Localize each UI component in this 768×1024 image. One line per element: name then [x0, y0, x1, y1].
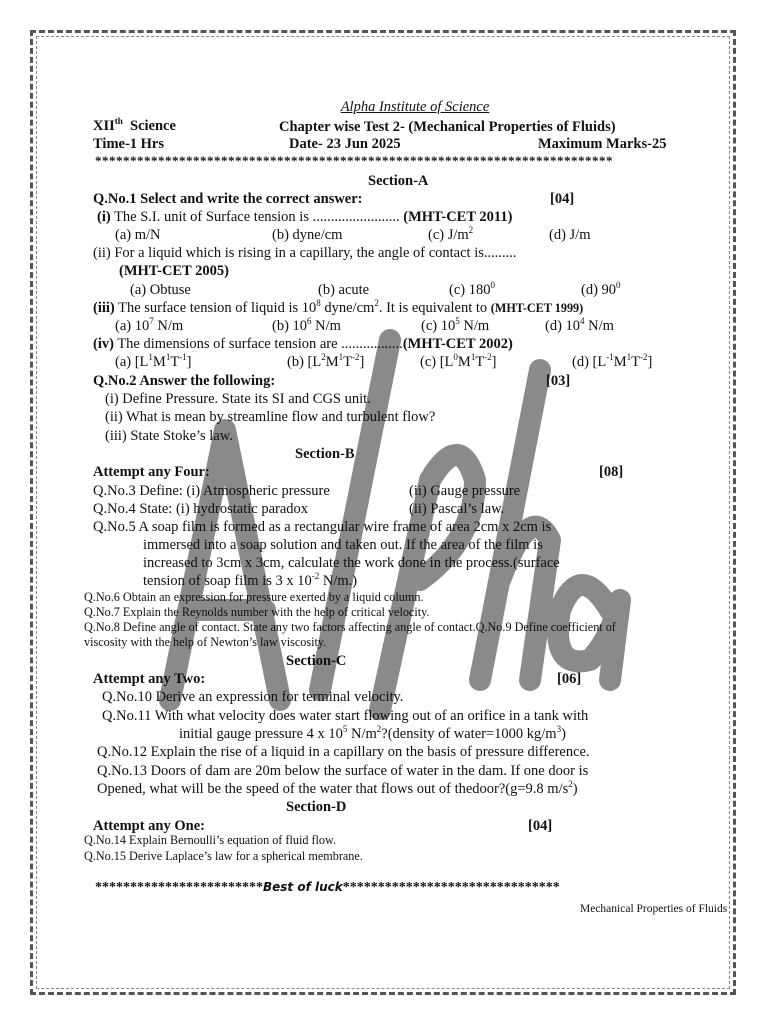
time-allowed: Time-1 Hrs	[93, 136, 165, 152]
q13-continued: Opened, what will be the speed of the water that flows out of thedoor?(g=9.8 $m/s^2$)	[97, 779, 578, 797]
q1-i-option-a: (a) m/N	[115, 227, 161, 243]
q5-line: immersed into a soap solution and taken out. If the area of the film is	[143, 537, 543, 553]
q12: Q.No.12 Explain the rise of a liquid in a capillary on the basis of pressure difference.	[97, 744, 590, 760]
q10: Q.No.10 Derive an expression for terminal velocity.	[102, 689, 404, 705]
chapter-footer: Mechanical Properties of Fluids	[580, 903, 728, 915]
q6: Q.No.6 Obtain an expression for pressure exerted by a liquid column.	[84, 590, 424, 604]
q7: Q.No.7 Explain the Reynolds number with the help of critical velocity.	[84, 605, 430, 619]
best-of-luck-line: ************************Best of luck*******************************	[95, 880, 560, 895]
q2-marks: [03]	[546, 373, 571, 389]
header-divider: **************************************************************************	[95, 153, 613, 168]
institute-name: Alpha Institute of Science	[340, 99, 490, 115]
q5-line: Q.No.5 A soap film is formed as a rectangular wire frame of area 2cm x 2cm is	[93, 519, 552, 535]
q11-continued: initial gauge pressure 4 x $10^5$ $N/m^2?(density$ of water=1000 $kg/m^3$)	[179, 724, 566, 742]
test-date: Date- 23 Jun 2025	[289, 136, 401, 152]
maximum-marks: Maximum Marks-25	[538, 136, 667, 152]
q13: Q.No.13 Doors of dam are 20m below the surface of water in the dam. If one door is	[97, 763, 589, 779]
q1-iv-option-a: (a) $[L^1M^1T^{-1}]$	[115, 352, 192, 370]
q1-iv-option-b: (b) $[L^2M^1T^{-2}]$	[287, 352, 365, 370]
section-b-title: Section-B	[295, 446, 355, 462]
q4-part-b: (ii) Pascal’s law.	[409, 501, 505, 517]
section-b-marks: [08]	[599, 464, 624, 480]
section-c-title: Section-C	[286, 653, 347, 669]
q5-line: tension of soap film is 3 x $10^{-2}$ N/m.)	[143, 571, 358, 589]
q2-label: Q.No.2 Answer the following:	[93, 373, 276, 389]
q1-iv-option-d: (d) $[L^{-1}M^1T^{-2}]$	[572, 352, 653, 370]
q1-ii-option-b: (b) acute	[318, 282, 370, 298]
q1-marks: [04]	[550, 191, 575, 207]
q11: Q.No.11 With what velocity does water start flowing out of an orifice in a tank with	[102, 708, 589, 724]
q1-label: Q.No.1 Select and write the correct answer:	[93, 191, 363, 207]
q1-i-option-c: (c) $J/m^2$	[428, 225, 474, 243]
section-c-marks: [06]	[557, 671, 582, 687]
q1-i: (i) The S.I. unit of Surface tension is ........................ (MHT-CET 2011)	[97, 209, 513, 225]
class-label: XIIth Science	[93, 116, 176, 134]
q3-part-b: (ii) Gauge pressure	[409, 483, 521, 499]
section-b-attempt: Attempt any Four:	[93, 464, 210, 480]
q2-item: (i) Define Pressure. State its SI and CGS unit.	[105, 391, 371, 407]
q1-ii-option-a: (a) Obtuse	[130, 282, 191, 298]
q2-item: (ii) What is mean by streamline flow and turbulent flow?	[105, 409, 436, 425]
q1-iii-option-a: (a) $10^7$ N/m	[115, 316, 184, 334]
section-d-title: Section-D	[286, 799, 347, 815]
section-a-title: Section-A	[368, 173, 429, 189]
q1-iii-option-c: (c) $10^5$ N/m	[421, 316, 490, 334]
q4: Q.No.4 State: (i) hydrostatic paradox	[93, 501, 309, 517]
section-d-attempt: Attempt any One:	[93, 818, 205, 834]
q15: Q.No.15 Derive Laplace’s law for a spherical membrane.	[84, 849, 363, 863]
q1-ii-option-d: (d) $90^0$	[581, 280, 621, 298]
q14: Q.No.14 Explain Bernoulli’s equation of fluid flow.	[84, 833, 337, 847]
q1-iii: (iii) The surface tension of liquid is $10^8$ dyne/$cm^2$. It is equivalent to (MHT-CET 1999)	[93, 298, 584, 316]
test-title: Chapter wise Test 2- (Mechanical Properties of Fluids)	[279, 119, 616, 135]
q8-continued: viscosity with the help of Newton’s law viscosity.	[84, 635, 327, 649]
q1-ii-ref: (MHT-CET 2005)	[119, 263, 229, 279]
q2-item: (iii) State Stoke’s law.	[105, 428, 233, 444]
q1-iii-option-b: (b) $10^6$ N/m	[272, 316, 341, 334]
q1-i-option-d: (d) J/m	[549, 227, 591, 243]
q3: Q.No.3 Define: (i) Atmospheric pressure	[93, 483, 330, 499]
q1-iv-option-c: (c) $[L^0M^1T^{-2}]$	[420, 352, 497, 370]
q1-iii-option-d: (d) $10^4$ N/m	[545, 316, 614, 334]
section-c-attempt: Attempt any Two:	[93, 671, 206, 687]
q8: Q.No.8 Define angle of contact. State any two factors affecting angle of contact.Q.No.9 Define coefficient of	[84, 620, 616, 634]
q5-line: increased to 3cm x 3cm, calculate the work done in the process.(surface	[143, 555, 560, 571]
q1-ii-option-c: (c) $180^0$	[449, 280, 495, 298]
q1-i-option-b: (b) dyne/cm	[272, 227, 343, 243]
section-d-marks: [04]	[528, 818, 553, 834]
q1-ii: (ii) For a liquid which is rising in a capillary, the angle of contact is.........	[93, 245, 517, 261]
q1-iv: (iv) The dimensions of surface tension are .................(MHT-CET 2002)	[93, 336, 513, 352]
